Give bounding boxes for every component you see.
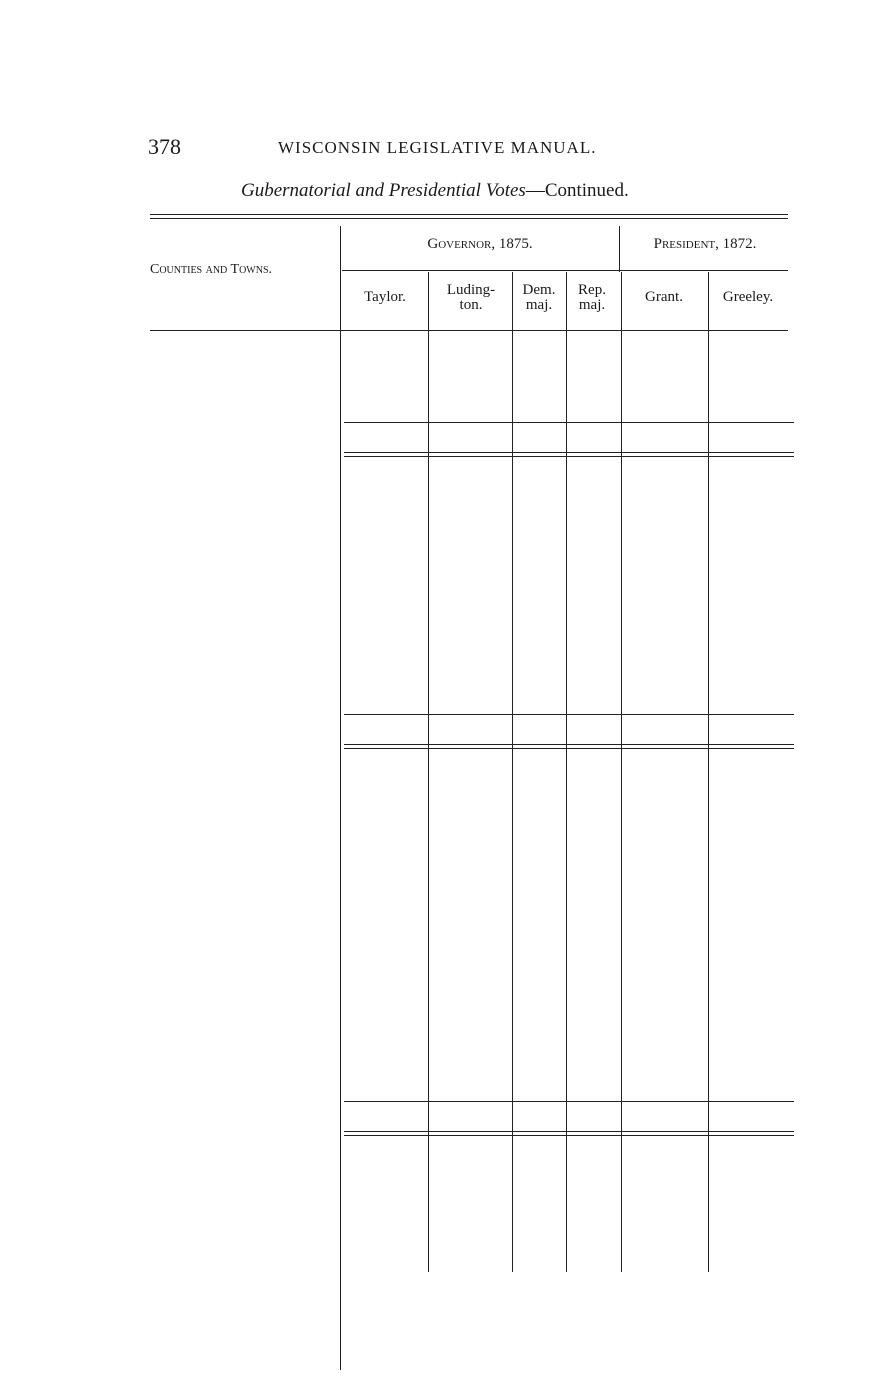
table-row: [0, 856, 884, 872]
ward-row: [0, 1017, 884, 1033]
table-row: [0, 904, 884, 920]
col-grant-header: Grant.: [645, 289, 683, 305]
col-greeley-header: Greeley.: [722, 289, 774, 305]
president-group-header: President, 1872.: [653, 236, 757, 252]
table-rule: [344, 456, 794, 457]
col-dem-line1: Dem.: [522, 282, 556, 298]
col-ludington-header: [430, 283, 512, 313]
subtitle-rest: —Continued.: [525, 180, 629, 201]
table-row: [0, 840, 884, 856]
table-row: [0, 565, 884, 581]
table-row: [0, 613, 884, 629]
table-rule: [344, 1101, 794, 1102]
page-number: 378: [148, 134, 181, 159]
table-subtitle: [241, 180, 629, 202]
table-row: [0, 1212, 884, 1228]
row-header-label: Counties and Towns.: [150, 262, 273, 277]
col-rep-line2: maj.: [578, 297, 606, 313]
table-row: [0, 888, 884, 904]
table-rule: [344, 744, 794, 745]
table-rule: [344, 452, 794, 453]
ward-sum-row: [0, 1065, 884, 1081]
ward-row: [0, 1049, 884, 1065]
col-taylor-header: Taylor.: [364, 289, 406, 305]
table-row: [0, 724, 884, 740]
table-row: [0, 824, 884, 840]
table-row: [0, 581, 884, 597]
table-rule: [344, 748, 794, 749]
table-row: [0, 677, 884, 693]
table-row: [0, 808, 884, 824]
table-row: [0, 500, 884, 516]
col-ludington-line2: ton.: [459, 297, 483, 313]
table-row: [0, 402, 884, 418]
col-ludington-line1: Luding-: [446, 282, 496, 298]
subtitle-italic: Gubernatorial and Presidential Votes: [241, 180, 526, 201]
table-row: [0, 920, 884, 936]
table-row: [0, 693, 884, 709]
running-head: WISCONSIN LEGISLATIVE MANUAL.: [278, 138, 597, 157]
col-rep-line1: Rep.: [578, 282, 606, 298]
table-row: [0, 1228, 884, 1244]
table-row: [0, 1179, 884, 1195]
col-dem-header: [513, 283, 565, 313]
table-row: [0, 1196, 884, 1212]
table-row: [0, 597, 884, 613]
table-rule: [344, 1135, 794, 1136]
table-row: [0, 1244, 884, 1260]
table-row: [0, 969, 884, 985]
table-row: [0, 872, 884, 888]
table-row: [0, 629, 884, 645]
table-rule: [344, 422, 794, 423]
table-row: [0, 1111, 884, 1127]
table-row: [0, 985, 884, 1001]
table-row: [0, 645, 884, 661]
table-row: [0, 532, 884, 548]
governor-group-header: Governor, 1875.: [427, 236, 533, 252]
col-dem-line2: maj.: [525, 297, 553, 313]
table-row: [0, 386, 884, 402]
table-row: [0, 792, 884, 808]
table-row: [0, 936, 884, 952]
table-rule: [344, 714, 794, 715]
table-row: [0, 661, 884, 677]
ward-row: [0, 1033, 884, 1049]
table-rule: [344, 1131, 794, 1132]
table-row: [0, 432, 884, 448]
table-row: [0, 1001, 884, 1017]
col-rep-header: [566, 283, 618, 313]
trailing-value: [0, 1260, 884, 1276]
table-row: [0, 549, 884, 565]
table-row: [0, 953, 884, 969]
table-row: [0, 516, 884, 532]
table-row: [0, 1081, 884, 1097]
